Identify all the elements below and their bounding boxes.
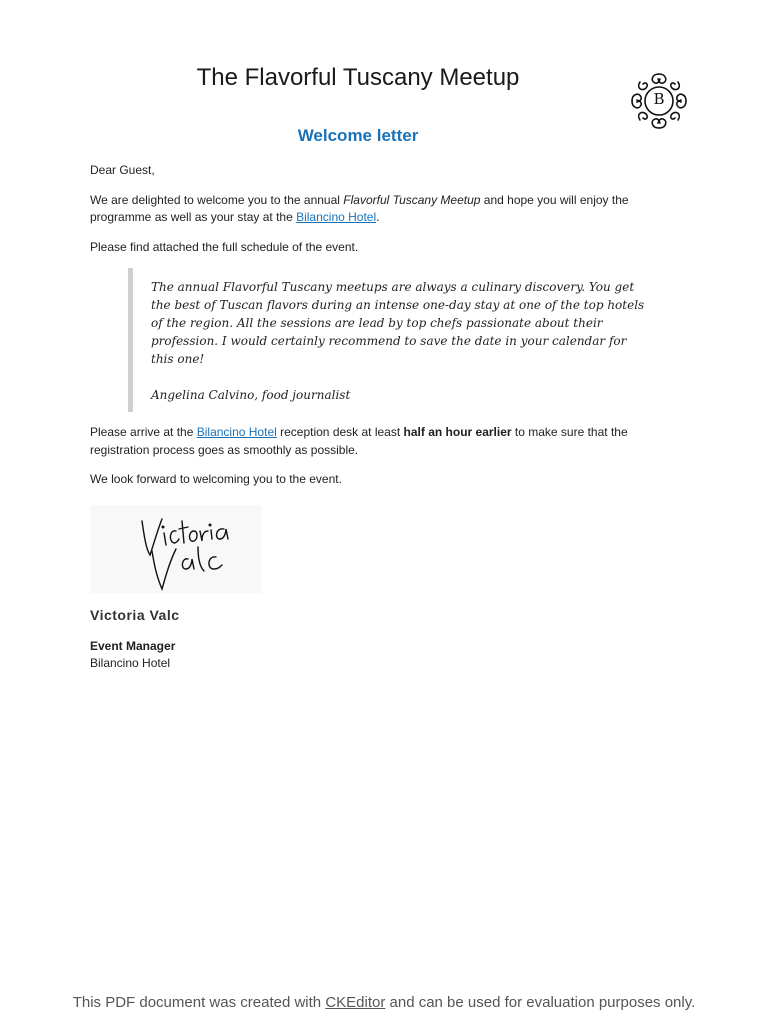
welcome-paragraph bbox=[90, 192, 650, 227]
arrival-paragraph bbox=[90, 424, 650, 459]
handwritten-signature-icon bbox=[90, 505, 262, 593]
text-span: to make sure that the registration process goes as smoothly as possible. bbox=[90, 425, 628, 457]
letter-heading: Welcome letter bbox=[297, 126, 419, 145]
logo-letter: B bbox=[653, 90, 665, 108]
hotel-link[interactable]: Bilancino Hotel bbox=[296, 210, 377, 224]
schedule-paragraph: Please find attached the full schedule of the event. bbox=[90, 239, 359, 254]
footer-text: and can be used for evaluation purposes only. bbox=[385, 994, 696, 1011]
signature-image bbox=[90, 505, 262, 593]
signer-name: Victoria Valc bbox=[90, 606, 180, 623]
hotel-link[interactable]: Bilancino Hotel bbox=[196, 425, 277, 439]
evaluation-footer bbox=[0, 994, 768, 1011]
event-name: Flavorful Tuscany Meetup bbox=[343, 192, 481, 207]
text-span: reception desk at least bbox=[276, 425, 404, 439]
greeting: Dear Guest, bbox=[90, 163, 155, 177]
testimonial-quote bbox=[128, 268, 650, 412]
quote-author: Angelina Calvino, food journalist bbox=[151, 388, 351, 402]
text-span: . bbox=[376, 210, 380, 224]
quote-text: The annual Flavorful Tuscany meetups are always a culinary discovery. You get the best of Tuscan flavors during an intense one-day stay at one of the top hotels of the region. All the sessions are lead by top chefs passionate about their profession. I would certainly recommend to save the date in your calendar for this one! bbox=[151, 280, 645, 366]
ckeditor-link[interactable]: CKEditor bbox=[325, 994, 386, 1011]
text-span: Please arrive at the bbox=[90, 425, 197, 439]
document-title: The Flavorful Tuscany Meetup bbox=[196, 64, 520, 91]
letter-body bbox=[90, 162, 650, 672]
closing-paragraph: We look forward to welcoming you to the event. bbox=[90, 472, 342, 486]
text-span: We are delighted to welcome you to the annual bbox=[90, 192, 344, 207]
emphasis-text: half an hour earlier bbox=[403, 425, 512, 439]
signer-role: Event Manager bbox=[90, 639, 176, 653]
signer-organization: Bilancino Hotel bbox=[90, 656, 171, 670]
footer-text: This PDF document was created with bbox=[72, 994, 326, 1011]
text-span: and hope you will enjoy the programme as well as your stay at the bbox=[90, 192, 629, 224]
